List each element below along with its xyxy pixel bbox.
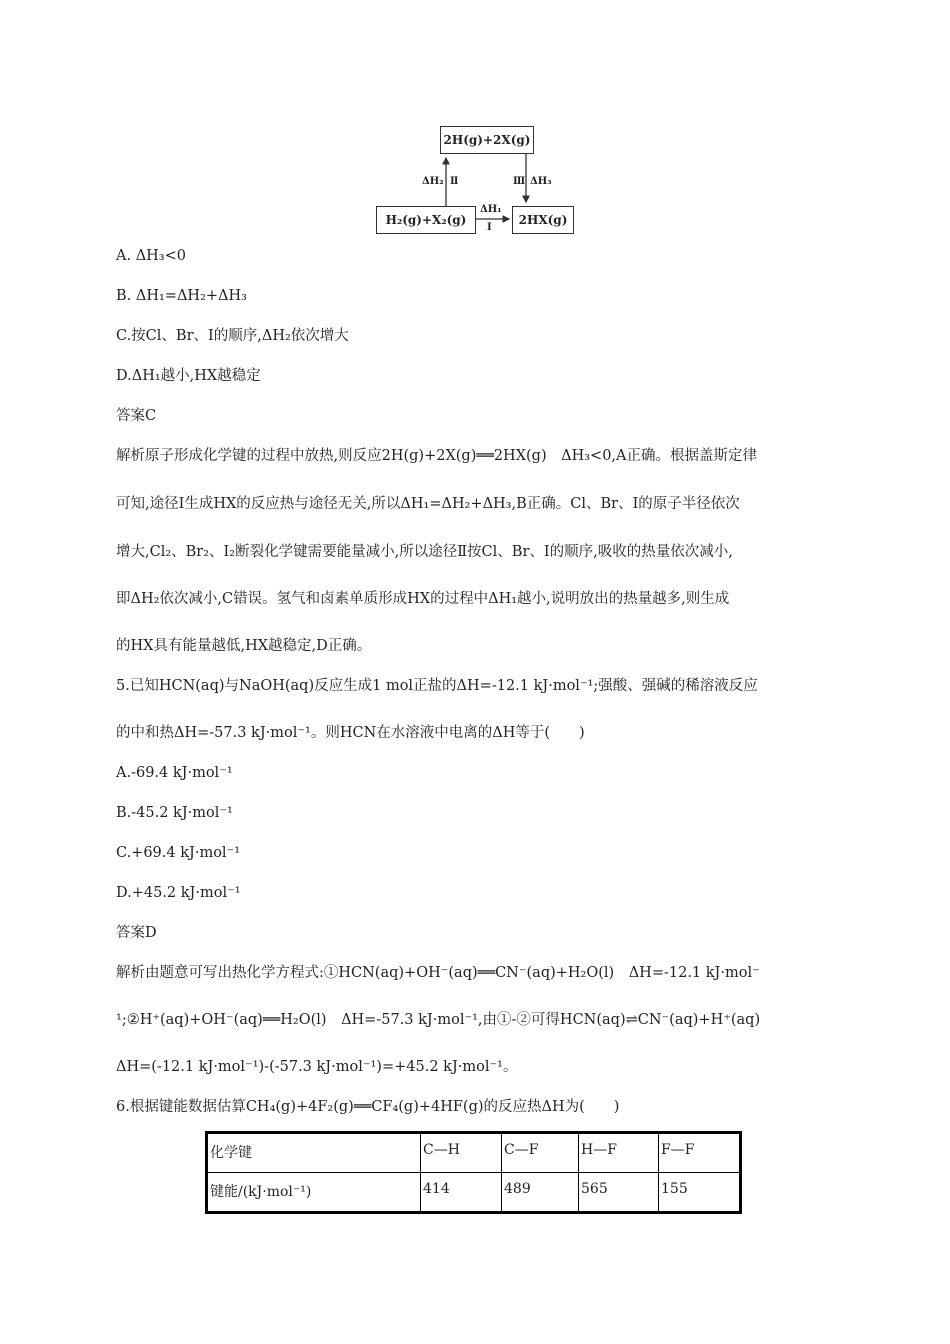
q5-option-c: C.+69.4 kJ·mol⁻¹ [116,845,241,861]
q4-answer: 答案C [116,408,157,424]
label-delta-h1: ΔH₁ [480,204,502,215]
q5-answer: 答案D [116,925,157,941]
q4-analysis-line-2: 可知,途径Ⅰ生成HX的反应热与途径无关,所以ΔH₁=ΔH₂+ΔH₃,B正确。Cl、Br、I的原子半径依次 [116,496,740,512]
q4-analysis-line-3: 增大,Cl₂、Br₂、I₂断裂化学键需要能量减小,所以途径Ⅱ按Cl、Br、I的顺序,吸收的热量依次减小, [116,544,733,560]
q4-option-a: A. ΔH₃<0 [116,248,186,264]
q5-stem-line-1: 5.已知HCN(aq)与NaOH(aq)反应生成1 mol正盐的ΔH=-12.1 kJ·mol⁻¹;强酸、强碱的稀溶液反应 [116,678,758,694]
q5-option-d: D.+45.2 kJ·mol⁻¹ [116,885,241,901]
table-header-cell: C—H [421,1133,502,1173]
table-header-cell: C—F [502,1133,579,1173]
table-header-row [207,1133,741,1173]
q5-stem-line-2: 的中和热ΔH=-57.3 kJ·mol⁻¹。则HCN在水溶液中电离的ΔH等于( ) [116,725,585,741]
table-cell: 565 [579,1173,659,1213]
label-delta-h2: ΔH₂ [422,176,444,187]
table-header-cell: H—F [579,1133,659,1173]
q5-analysis-line-3: ΔH=(-12.1 kJ·mol⁻¹)-(-57.3 kJ·mol⁻¹)=+45.2 kJ·mol⁻¹。 [116,1059,518,1075]
table-cell: 键能/(kJ·mol⁻¹) [207,1173,421,1213]
q5-option-b: B.-45.2 kJ·mol⁻¹ [116,805,233,821]
label-route-ii: Ⅱ [450,176,459,187]
diagram-right-box: 2HX(g) [512,206,574,234]
q4-option-d: D.ΔH₁越小,HX越稳定 [116,368,261,384]
q4-analysis-line-5: 的HX具有能量越低,HX越稳定,D正确。 [116,638,372,654]
table-row [207,1173,741,1213]
diagram-top-box: 2H(g)+2X(g) [440,126,534,154]
q5-analysis-line-1: 解析由题意可写出热化学方程式:①HCN(aq)+OH⁻(aq)══CN⁻(aq)+H₂O(l) ΔH=-12.1 kJ·mol⁻ [116,965,760,981]
label-route-i: Ⅰ [487,222,492,233]
q4-option-b: B. ΔH₁=ΔH₂+ΔH₃ [116,288,247,304]
q5-option-a: A.-69.4 kJ·mol⁻¹ [116,765,233,781]
table-cell: 414 [421,1173,502,1213]
label-route-iii: Ⅲ [513,176,526,187]
energy-cycle-diagram [370,120,580,240]
bond-energy-table [205,1131,742,1214]
q4-analysis-line-1: 解析原子形成化学键的过程中放热,则反应2H(g)+2X(g)══2HX(g) ΔH₃<0,A正确。根据盖斯定律 [116,448,757,464]
q4-analysis-line-4: 即ΔH₂依次减小,C错误。氢气和卤素单质形成HX的过程中ΔH₁越小,说明放出的热量越多,则生成 [116,591,730,607]
q6-stem: 6.根据键能数据估算CH₄(g)+4F₂(g)══CF₄(g)+4HF(g)的反应热ΔH为( ) [116,1099,620,1115]
table-header-cell: F—F [659,1133,741,1173]
label-delta-h3: ΔH₃ [530,176,552,187]
q4-option-c: C.按Cl、Br、I的顺序,ΔH₂依次增大 [116,328,349,344]
table-cell: 489 [502,1173,579,1213]
table-cell: 155 [659,1173,741,1213]
q5-analysis-line-2: ¹;②H⁺(aq)+OH⁻(aq)══H₂O(l) ΔH=-57.3 kJ·mol⁻¹,由①-②可得HCN(aq)⇌CN⁻(aq)+H⁺(aq) [116,1012,761,1028]
table-header-cell: 化学键 [207,1133,421,1173]
diagram-left-box: H₂(g)+X₂(g) [376,206,476,234]
